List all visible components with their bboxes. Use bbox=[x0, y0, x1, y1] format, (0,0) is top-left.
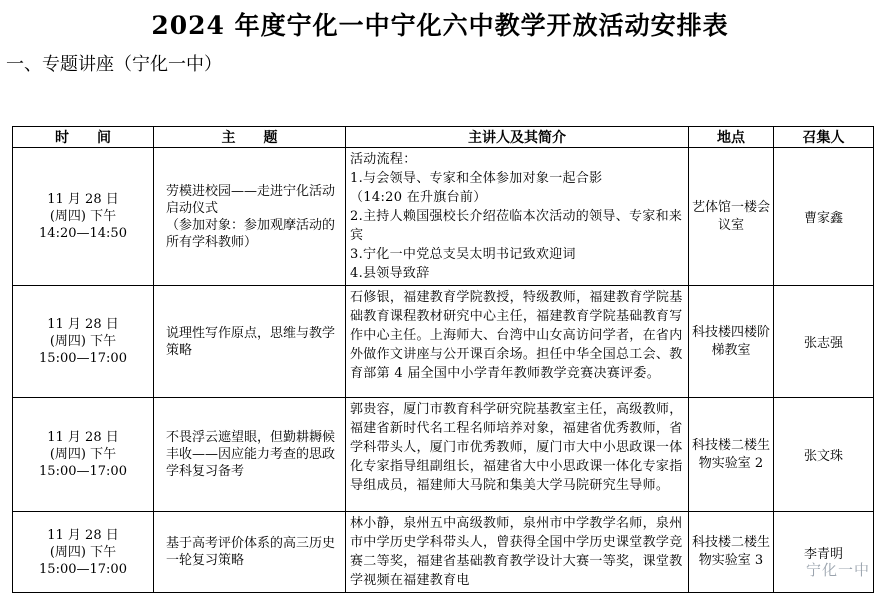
section-heading: 一、专题讲座（宁化一中） bbox=[6, 54, 222, 75]
row-theme: 劳模进校园——走进宁化活动启动仪式 （参加对象：参加观摩活动的所有学科教师） bbox=[154, 148, 346, 286]
row-time: 11 月 28 日 (周四) 下午 14:20—14:50 bbox=[13, 148, 154, 286]
row-host: 李青明 bbox=[774, 512, 874, 593]
row-place: 科技楼四楼阶梯教室 bbox=[689, 286, 774, 398]
row-host: 张志强 bbox=[774, 286, 874, 398]
header-time: 时 间 bbox=[13, 127, 154, 148]
table-row bbox=[13, 398, 874, 512]
row-time: 11 月 28 日 (周四) 下午 15:00—17:00 bbox=[13, 512, 154, 593]
row-time: 11 月 28 日 (周四) 下午 15:00—17:00 bbox=[13, 286, 154, 398]
row-intro: 郭贵容，厦门市教育科学研究院基教室主任，高级教师，福建省新时代名工程名师培养对象，福建省优秀教师，省学科带头人，厦门市优秀教师，厦门市大中小思政课一体化专家指导组副组长，福建省大中小思政课一体化专家指导组成员，福建师大马院和集美大学马院研究生导师。 bbox=[346, 398, 689, 512]
table-row bbox=[13, 148, 874, 286]
row-time: 11 月 28 日 (周四) 下午 15:00—17:00 bbox=[13, 398, 154, 512]
table-row bbox=[13, 286, 874, 398]
watermark: 宁化一中 bbox=[805, 561, 870, 579]
header-theme: 主 题 bbox=[154, 127, 346, 148]
header-host: 召集人 bbox=[774, 127, 874, 148]
table-row bbox=[13, 512, 874, 593]
row-intro: 石修银，福建教育学院教授，特级教师，福建教育学院基础教育课程教材研究中心主任，福建教育学院基础教育写作中心主任。上海师大、台湾中山女高访问学者，在省内外做作文讲座与公开课百余场。担任中华全国总工会、教育部第 4 届全国中小学青年教师教学竞赛决赛评委。 bbox=[346, 286, 689, 398]
schedule-table bbox=[12, 126, 874, 593]
row-place: 艺体馆一楼会议室 bbox=[689, 148, 774, 286]
header-place: 地点 bbox=[689, 127, 774, 148]
row-theme: 基于高考评价体系的高三历史一轮复习策略 bbox=[154, 512, 346, 593]
row-theme: 说理性写作原点，思维与教学策略 bbox=[154, 286, 346, 398]
row-place: 科技楼二楼生物实验室 2 bbox=[689, 398, 774, 512]
row-theme: 不畏浮云遮望眼，但勤耕耨候丰收——因应能力考查的思政学科复习备考 bbox=[154, 398, 346, 512]
row-host: 张文珠 bbox=[774, 398, 874, 512]
row-intro: 活动流程： 1.与会领导、专家和全体参加对象一起合影 （14:20 在升旗台前） 2.主持人赖国强校长介绍莅临本次活动的领导、专家和来宾 3.宁化一中党总支吴太明书记致欢迎词 4.县领导致辞 bbox=[346, 148, 689, 286]
row-intro: 林小静，泉州五中高级教师，泉州市中学教学名师，泉州市中学历史学科带头人，曾获得全国中学历史课堂教学竞赛二等奖，福建省基础教育教学设计大赛一等奖，课堂教学视频在福建教育电 bbox=[346, 512, 689, 593]
table-header-row bbox=[13, 127, 874, 148]
header-speaker: 主讲人及其简介 bbox=[346, 127, 689, 148]
row-place: 科技楼二楼生物实验室 3 bbox=[689, 512, 774, 593]
page-title: 2024 年度宁化一中宁化六中教学开放活动安排表 bbox=[151, 11, 729, 40]
row-host: 曹家鑫 bbox=[774, 148, 874, 286]
